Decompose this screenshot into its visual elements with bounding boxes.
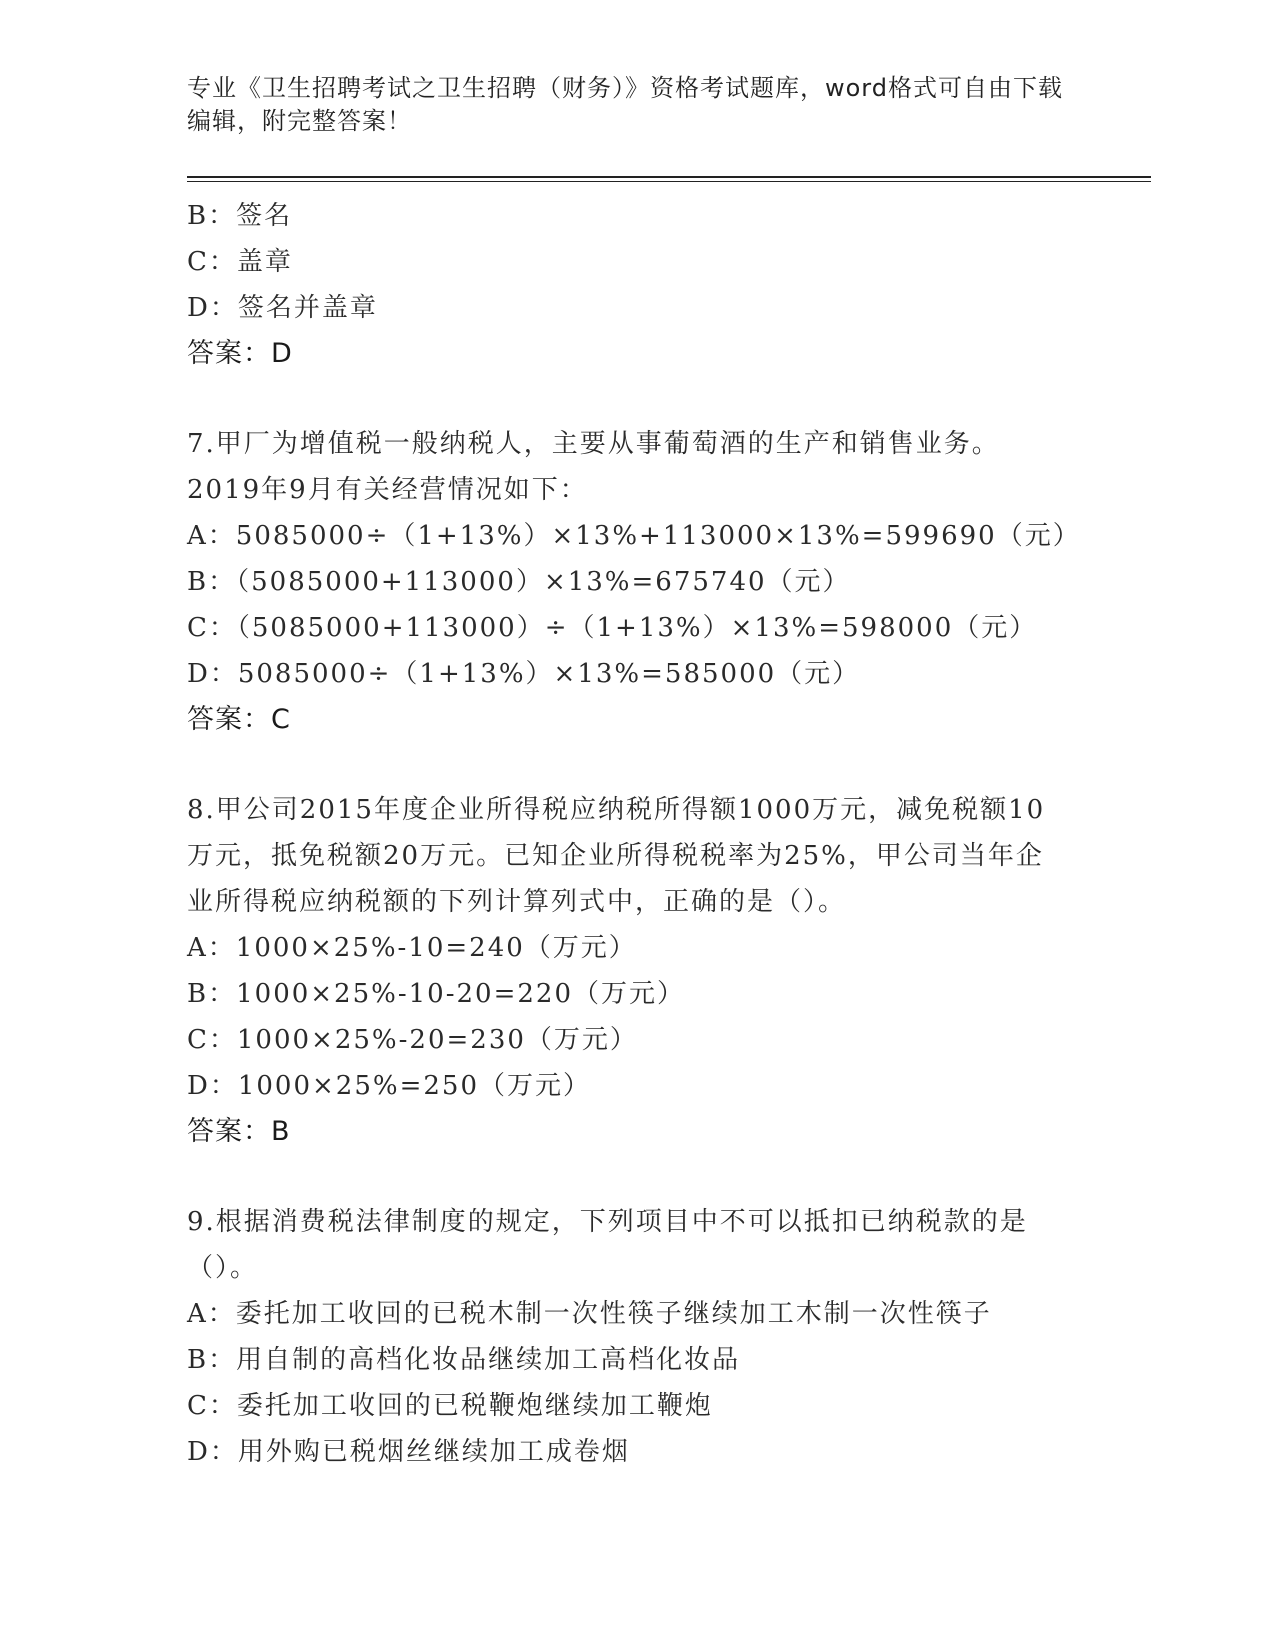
q8-stem-line-3: 业所得税应纳税额的下列计算列式中，正确的是（）。 [187, 887, 847, 917]
q7-option-a: A：5085000÷（1+13%）×13%+113000×13%=599690（元） [187, 521, 1081, 551]
q8-option-d: D：1000×25%=250（万元） [187, 1071, 591, 1101]
q8-option-b: B：1000×25%-10-20=220（万元） [187, 979, 685, 1009]
q6-answer: 答案：D [187, 338, 293, 369]
q6-option-c: C：盖章 [187, 247, 293, 277]
q9-option-a: A：委托加工收回的已税木制一次性筷子继续加工木制一次性筷子 [187, 1299, 992, 1329]
q8-option-a: A：1000×25%-10=240（万元） [187, 933, 637, 963]
q6-option-d: D：签名并盖章 [187, 293, 378, 323]
q7-stem-line-1: 7.甲厂为增值税一般纳税人，主要从事葡萄酒的生产和销售业务。 [187, 429, 1000, 459]
header-line-2: 编辑，附完整答案！ [187, 107, 412, 135]
q8-stem-line-2: 万元，抵免税额20万元。已知企业所得税税率为25%，甲公司当年企 [187, 841, 1044, 871]
header-line-1: 专业《卫生招聘考试之卫生招聘（财务）》资格考试题库，word格式可自由下载 [187, 74, 1063, 102]
q8-stem-line-1: 8.甲公司2015年度企业所得税应纳税所得额1000万元，减免税额10 [187, 795, 1046, 825]
document-header [187, 72, 1067, 138]
q9-stem-line-2: （）。 [187, 1253, 259, 1283]
header-rule-thin [187, 181, 1151, 182]
question-content [187, 193, 1087, 1475]
q7-option-c: C：（5085000+113000）÷（1+13%）×13%=598000（元） [187, 613, 1038, 643]
q7-option-b: B：（5085000+113000）×13%=675740（元） [187, 567, 851, 597]
q7-option-d: D：5085000÷（1+13%）×13%=585000（元） [187, 659, 861, 689]
q7-answer: 答案：C [187, 704, 291, 735]
q8-option-c: C：1000×25%-20=230（万元） [187, 1025, 638, 1055]
q9-option-c: C：委托加工收回的已税鞭炮继续加工鞭炮 [187, 1391, 713, 1421]
q7-stem-line-2: 2019年9月有关经营情况如下： [187, 475, 588, 505]
q9-option-b: B：用自制的高档化妆品继续加工高档化妆品 [187, 1345, 741, 1375]
header-rule-thick [187, 176, 1151, 178]
q8-answer: 答案：B [187, 1116, 291, 1147]
q9-option-d: D：用外购已税烟丝继续加工成卷烟 [187, 1437, 630, 1467]
q6-option-b: B：签名 [187, 201, 293, 231]
q9-stem-line-1: 9.根据消费税法律制度的规定，下列项目中不可以抵扣已纳税款的是 [187, 1207, 1028, 1237]
